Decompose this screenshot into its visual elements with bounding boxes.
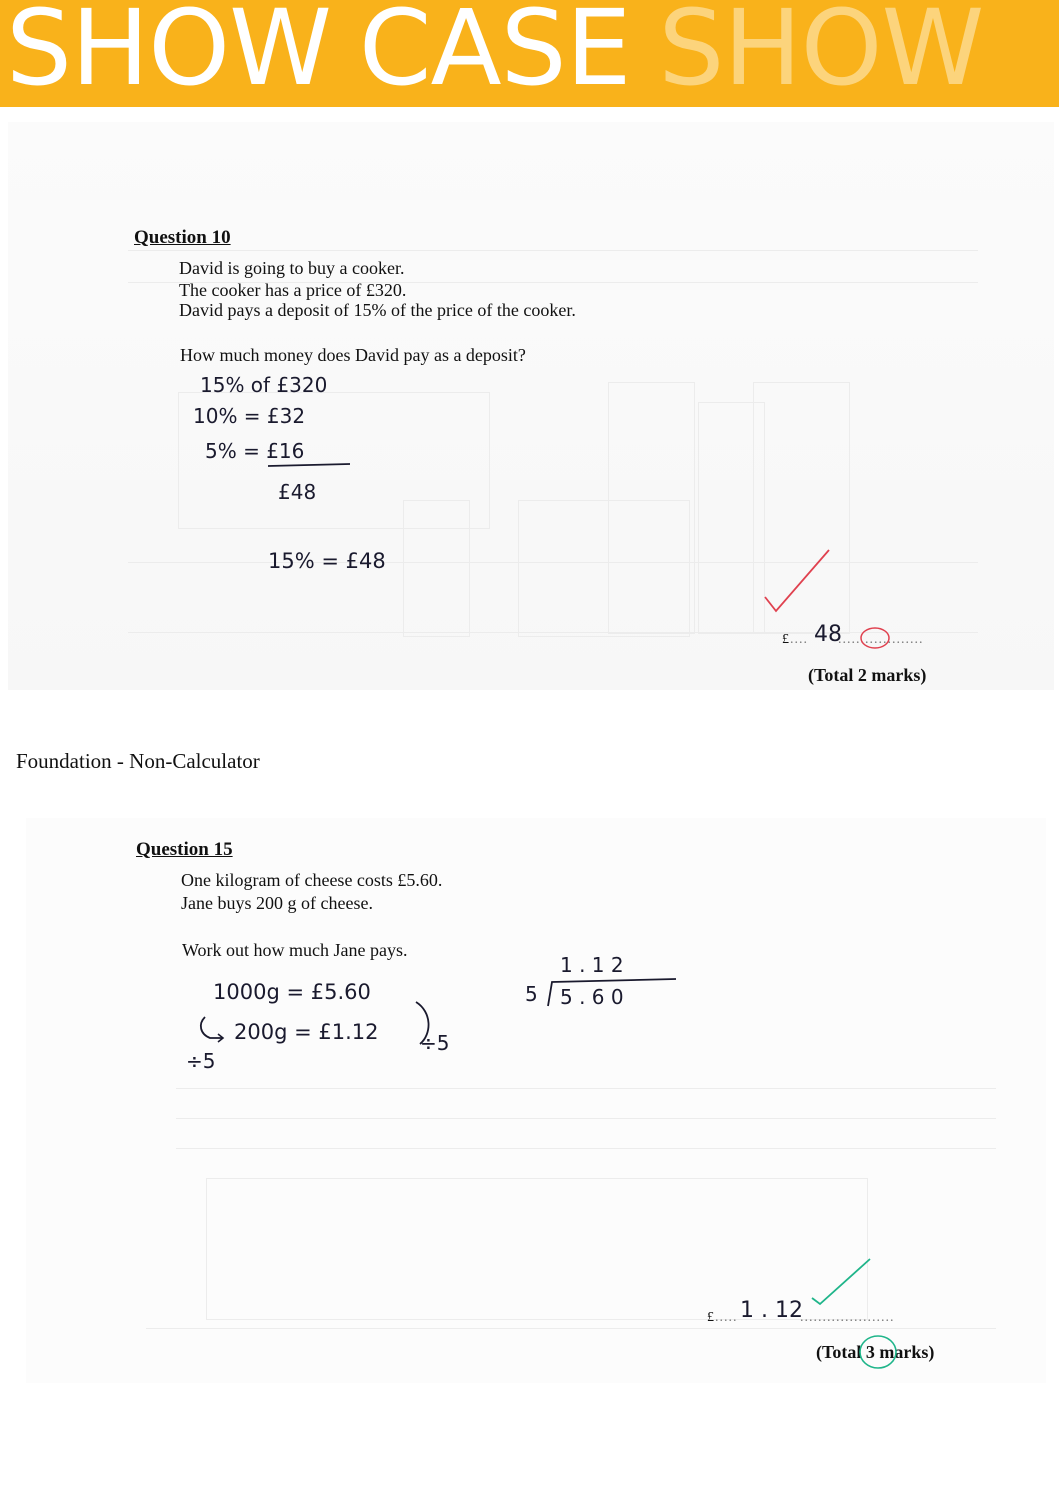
working-10-line-3: 5% = £16 [205, 439, 305, 463]
question-10-title: Question 10 [134, 227, 231, 248]
banner-word-2: CASE [358, 0, 631, 107]
question-15-title: Question 15 [136, 839, 233, 860]
working-10-line-5: 15% = £48 [268, 549, 386, 573]
banner-word-3: SHOW [658, 0, 984, 107]
working-15-divide-right: ÷5 [420, 1031, 450, 1055]
working-15-divide-left: ÷5 [186, 1049, 216, 1073]
answer-10-prefix: £ [782, 632, 790, 647]
marks-circle-15-icon [860, 1336, 896, 1368]
question-10-line-1: David is going to buy a cooker. [179, 258, 405, 278]
answer-10-value: 48 [814, 622, 842, 647]
answer-line-10: £.... [782, 632, 808, 647]
answer-15-value: 1 . 12 [740, 1298, 803, 1323]
tick-mark-15-icon [812, 1259, 870, 1304]
working-15-quotient: 1 . 1 2 [560, 953, 624, 977]
question-15-line-1: One kilogram of cheese costs £5.60. [181, 870, 443, 890]
answer-15-dots: ..................... [800, 1310, 895, 1325]
working-10-line-1: 15% of £320 [200, 373, 328, 397]
working-15-divisor: 5 [525, 982, 538, 1006]
working-15-bracket-right-icon [416, 1002, 429, 1044]
long-division-bracket-icon [548, 979, 676, 1006]
question-10-line-3: David pays a deposit of 15% of the price of the cooker. [179, 300, 576, 320]
question-10-prompt: How much money does David pay as a deposit? [180, 345, 526, 365]
section-label-2: Foundation - Non-Calculator [16, 749, 260, 773]
working-10-line-4: £48 [278, 480, 317, 504]
working-15-line-2: 200g = £1.12 [234, 1020, 379, 1044]
question-15-line-2: Jane buys 200 g of cheese. [181, 893, 373, 913]
marks-circle-10-icon [861, 628, 889, 648]
question-15-total: (Total 3 marks) [816, 1342, 935, 1362]
working-10-line-2: 10% = £32 [193, 404, 306, 428]
tick-mark-10-icon [765, 550, 829, 611]
banner-word-1: SHOW [6, 0, 331, 107]
working-10-underline [268, 464, 350, 466]
question-10-total: (Total 2 marks) [808, 665, 927, 685]
question-15-prompt: Work out how much Jane pays. [182, 940, 408, 960]
answer-line-15: £..... [707, 1310, 738, 1325]
answer-10-dots: ................... [838, 632, 924, 647]
working-15-line-1: 1000g = £5.60 [213, 980, 371, 1004]
answer-15-prefix: £ [707, 1310, 715, 1325]
working-15-dividend: 5 . 6 0 [560, 985, 624, 1009]
question-10-line-2: The cooker has a price of £320. [179, 280, 407, 300]
